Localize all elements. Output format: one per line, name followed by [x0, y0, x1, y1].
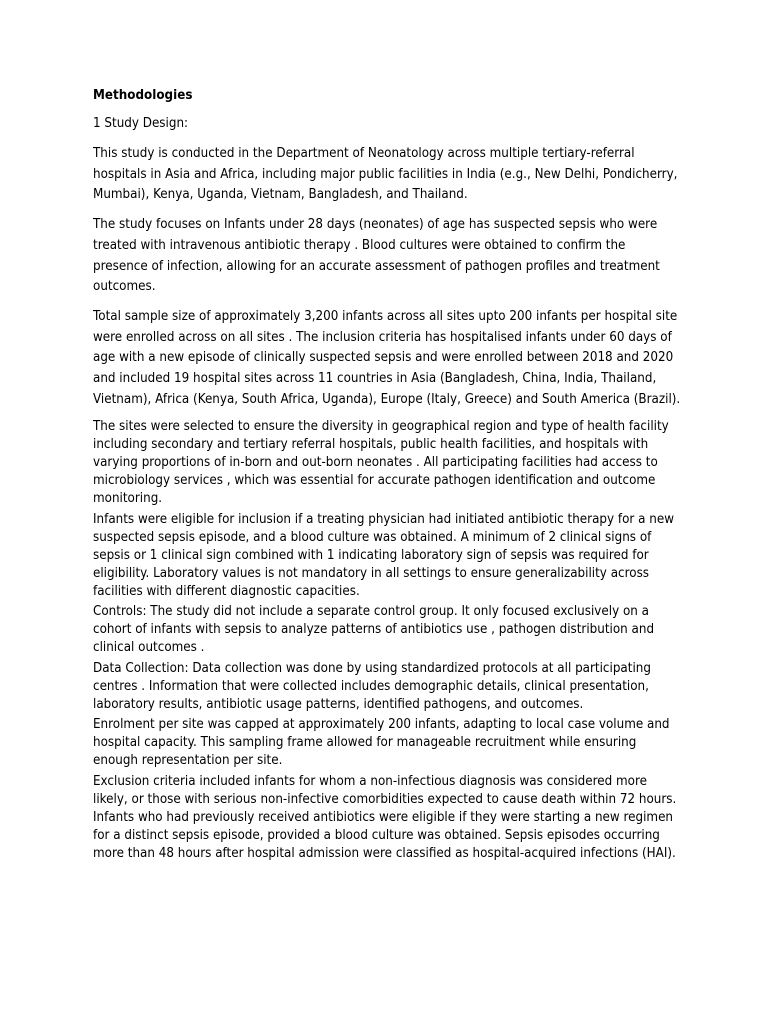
paragraph-exclusion-criteria: Exclusion criteria included infants for whom a non-infectious diagnosis was considered more likely, or those with serious non-infective comorbidities expected to cause death within 72 hours. Infants who had previously received antibiotics were eligible if they were starting a new regimen for a distinct sepsis episode, provided a blood culture was obtained. Sepsis episodes occurring more than 48 hours after hospital admission were classified as hospital-acquired infections (HAI).	[93, 773, 677, 861]
paragraph-site-selection: The sites were selected to ensure the diversity in geographical region and type of health facility including secondary and tertiary referral hospitals, public health facilities, and hospitals with varying proportions of in-born and out-born neonates . All participating facilities had access to microbiology services , which was essential for accurate pathogen identification and outcome monitoring.	[93, 419, 669, 507]
document-page	[93, 86, 683, 865]
subsection-heading: 1 Study Design:	[93, 116, 189, 131]
paragraph-study-location: This study is conducted in the Department of Neonatology across multiple tertiary-referral hospitals in Asia and Africa, including major public facilities in India (e.g., New Delhi, Pondicherry, Mumbai), Kenya, Uganda, Vietnam, Bangladesh, and Thailand.	[93, 146, 678, 203]
paragraph-data-collection: Data Collection: Data collection was done by using standardized protocols at all participating centres . Information that were collected includes demographic details, clinical presentation, laboratory results, antibiotic usage patterns, identified pathogens, and outcomes.	[93, 660, 651, 712]
paragraph-sample-size: Total sample size of approximately 3,200 infants across all sites upto 200 infants per hospital site were enrolled across on all sites . The inclusion criteria has hospitalised infants under 60 days of age with a new episode of clinically suspected sepsis and were enrolled between 2018 and 2020 and included 19 hospital sites across 11 countries in Asia (Bangladesh, China, India, Thailand, Vietnam), Africa (Kenya, South Africa, Uganda), Europe (Italy, Greece) and South America (Brazil).	[93, 308, 681, 407]
section-heading: Methodologies	[93, 88, 193, 103]
paragraph-enrolment: Enrolment per site was capped at approximately 200 infants, adapting to local case volume and hospital capacity. This sampling frame allowed for manageable recruitment while ensuring enough representation per site.	[93, 717, 670, 769]
paragraph-study-focus: The study focuses on Infants under 28 days (neonates) of age has suspected sepsis who were treated with intravenous antibiotic therapy . Blood cultures were obtained to confirm the presence of infection, allowing for an accurate assessment of pathogen profiles and treatment outcomes.	[93, 217, 660, 295]
paragraph-eligibility: Infants were eligible for inclusion if a treating physician had initiated antibiotic therapy for a new suspected sepsis episode, and a blood culture was obtained. A minimum of 2 clinical signs of sepsis or 1 clinical sign combined with 1 indicating laboratory sign of sepsis was required for eligibility. Laboratory values is not mandatory in all settings to ensure generalizability across facilities with different diagnostic capacities.	[93, 511, 674, 599]
paragraph-controls: Controls: The study did not include a separate control group. It only focused exclusively on a cohort of infants with sepsis to analyze patterns of antibiotics use , pathogen distribution and clinical outcomes .	[93, 604, 655, 656]
